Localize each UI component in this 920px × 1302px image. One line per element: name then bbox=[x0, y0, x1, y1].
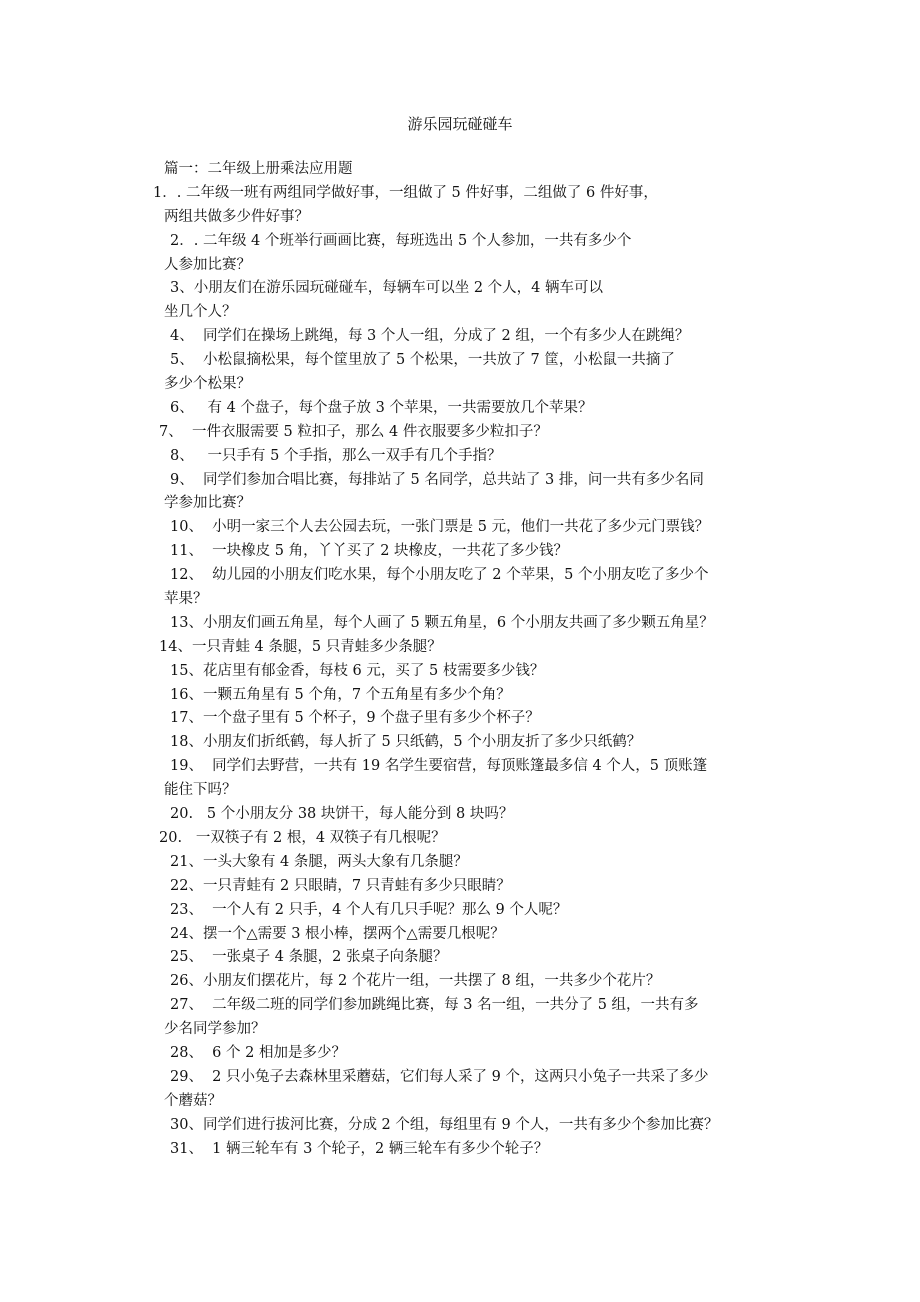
problem-line: 20. 一双筷子有 2 根，4 双筷子有几根呢？ bbox=[159, 829, 446, 846]
problem-line: 1．. 二年级一班有两组同学做好事，一组做了 5 件好事，二组做了 6 件好事， bbox=[153, 184, 658, 201]
problem-line: 15、花店里有郁金香，每枝 6 元，买了 5 枝需要多少钱？ bbox=[170, 662, 545, 679]
problem-line: 少名同学参加？ bbox=[164, 1021, 266, 1038]
problem-line: 31、 1 辆三轮车有 3 个轮子，2 辆三轮车有多少个轮子？ bbox=[170, 1140, 549, 1157]
problem-line: 8、 一只手有 5 个手指，那么一双手有几个手指？ bbox=[170, 447, 502, 464]
problem-line: 3、小朋友们在游乐园玩碰碰车，每辆车可以坐 2 个人，4 辆车可以 bbox=[170, 280, 604, 297]
problem-line: 多少个松果？ bbox=[164, 376, 251, 393]
problem-line: 20. 5 个小朋友分 38 块饼干，每人能分到 8 块吗？ bbox=[170, 806, 514, 823]
problem-line: 18、小朋友们折纸鹤，每人折了 5 只纸鹤，5 个小朋友折了多少只纸鹤？ bbox=[170, 734, 642, 751]
problem-line: 29、 2 只小兔子去森林里采蘑菇，它们每人采了 9 个，这两只小兔子一共采了多少 bbox=[170, 1068, 709, 1085]
problem-line: 能住下吗？ bbox=[164, 782, 237, 799]
problem-line: 10、 小明一家三个人去公园去玩，一张门票是 5 元，他们一共花了多少元门票钱？ bbox=[170, 519, 710, 536]
problem-line: 6、 有 4 个盘子，每个盘子放 3 个苹果，一共需要放几个苹果？ bbox=[170, 399, 593, 416]
problem-line: 22、一只青蛙有 2 只眼睛，7 只青蛙有多少只眼睛？ bbox=[170, 877, 511, 894]
problem-line: 5、 小松鼠摘松果，每个筐里放了 5 个松果，一共放了 7 筐，小松鼠一共摘了 bbox=[170, 352, 675, 369]
problem-line: 12、 幼儿园的小朋友们吃水果，每个小朋友吃了 2 个苹果，5 个小朋友吃了多少个 bbox=[170, 567, 709, 584]
problem-line: 人参加比赛？ bbox=[164, 256, 251, 273]
problem-line: 2．. 二年级 4 个班举行画画比赛，每班选出 5 个人参加，一共有多少个 bbox=[170, 232, 632, 249]
problem-line: 23、 一个人有 2 只手，4 个人有几只手呢？那么 9 个人呢？ bbox=[170, 901, 568, 918]
document-body bbox=[0, 158, 920, 1161]
problem-line: 个蘑菇？ bbox=[164, 1092, 222, 1109]
problem-line: 26、小朋友们摆花片，每 2 个花片一组，一共摆了 8 组，一共多少个花片？ bbox=[170, 973, 661, 990]
problem-line: 17、一个盘子里有 5 个杯子，9 个盘子里有多少个杯子？ bbox=[170, 710, 540, 727]
problem-line: 14、一只青蛙 4 条腿，5 只青蛙多少条腿？ bbox=[159, 638, 442, 655]
problem-line: 21、一头大象有 4 条腿，两头大象有几条腿？ bbox=[170, 853, 468, 870]
problem-line: 30、同学们进行拔河比赛，分成 2 个组，每组里有 9 个人，一共有多少个参加比赛？ bbox=[170, 1116, 719, 1133]
document-title: 游乐园玩碰碰车 bbox=[407, 115, 513, 133]
problem-line: 两组共做多少件好事？ bbox=[164, 208, 309, 225]
problem-line: 28、 6 个 2 相加是多少？ bbox=[170, 1044, 346, 1061]
problem-line: 苹果？ bbox=[164, 591, 208, 608]
problem-line: 19、 同学们去野营，一共有 19 名学生要宿营，每顶账篷最多信 4 个人，5 顶账篷 bbox=[170, 758, 708, 775]
problem-line: 27、 二年级二班的同学们参加跳绳比赛，每 3 名一组，一共分了 5 组，一共有多 bbox=[170, 997, 699, 1014]
problem-line: 篇一：二年级上册乘法应用题 bbox=[164, 161, 353, 177]
problem-line: 11、 一块橡皮 5 角，丫丫买了 2 块橡皮，一共花了多少钱？ bbox=[170, 543, 569, 560]
problem-line: 9、 同学们参加合唱比赛，每排站了 5 名同学，总共站了 3 排，问一共有多少名同 bbox=[170, 471, 704, 488]
problem-line: 13、小朋友们画五角星，每个人画了 5 颗五角星，6 个小朋友共画了多少颗五角星？ bbox=[170, 614, 714, 631]
problem-line: 学参加比赛？ bbox=[164, 495, 251, 512]
problem-line: 7、 一件衣服需要 5 粒扣子，那么 4 件衣服要多少粒扣子？ bbox=[159, 423, 548, 440]
problem-line: 16、一颗五角星有 5 个角，7 个五角星有多少个角？ bbox=[170, 686, 511, 703]
problem-line: 24、摆一个△需要 3 根小棒，摆两个△需要几根呢？ bbox=[170, 925, 505, 942]
problem-line: 坐几个人？ bbox=[164, 304, 237, 321]
problem-line: 4、 同学们在操场上跳绳，每 3 个人一组，分成了 2 组，一个有多少人在跳绳？ bbox=[170, 328, 690, 345]
problem-line: 25、 一张桌子 4 条腿，2 张桌子向条腿？ bbox=[170, 949, 448, 966]
